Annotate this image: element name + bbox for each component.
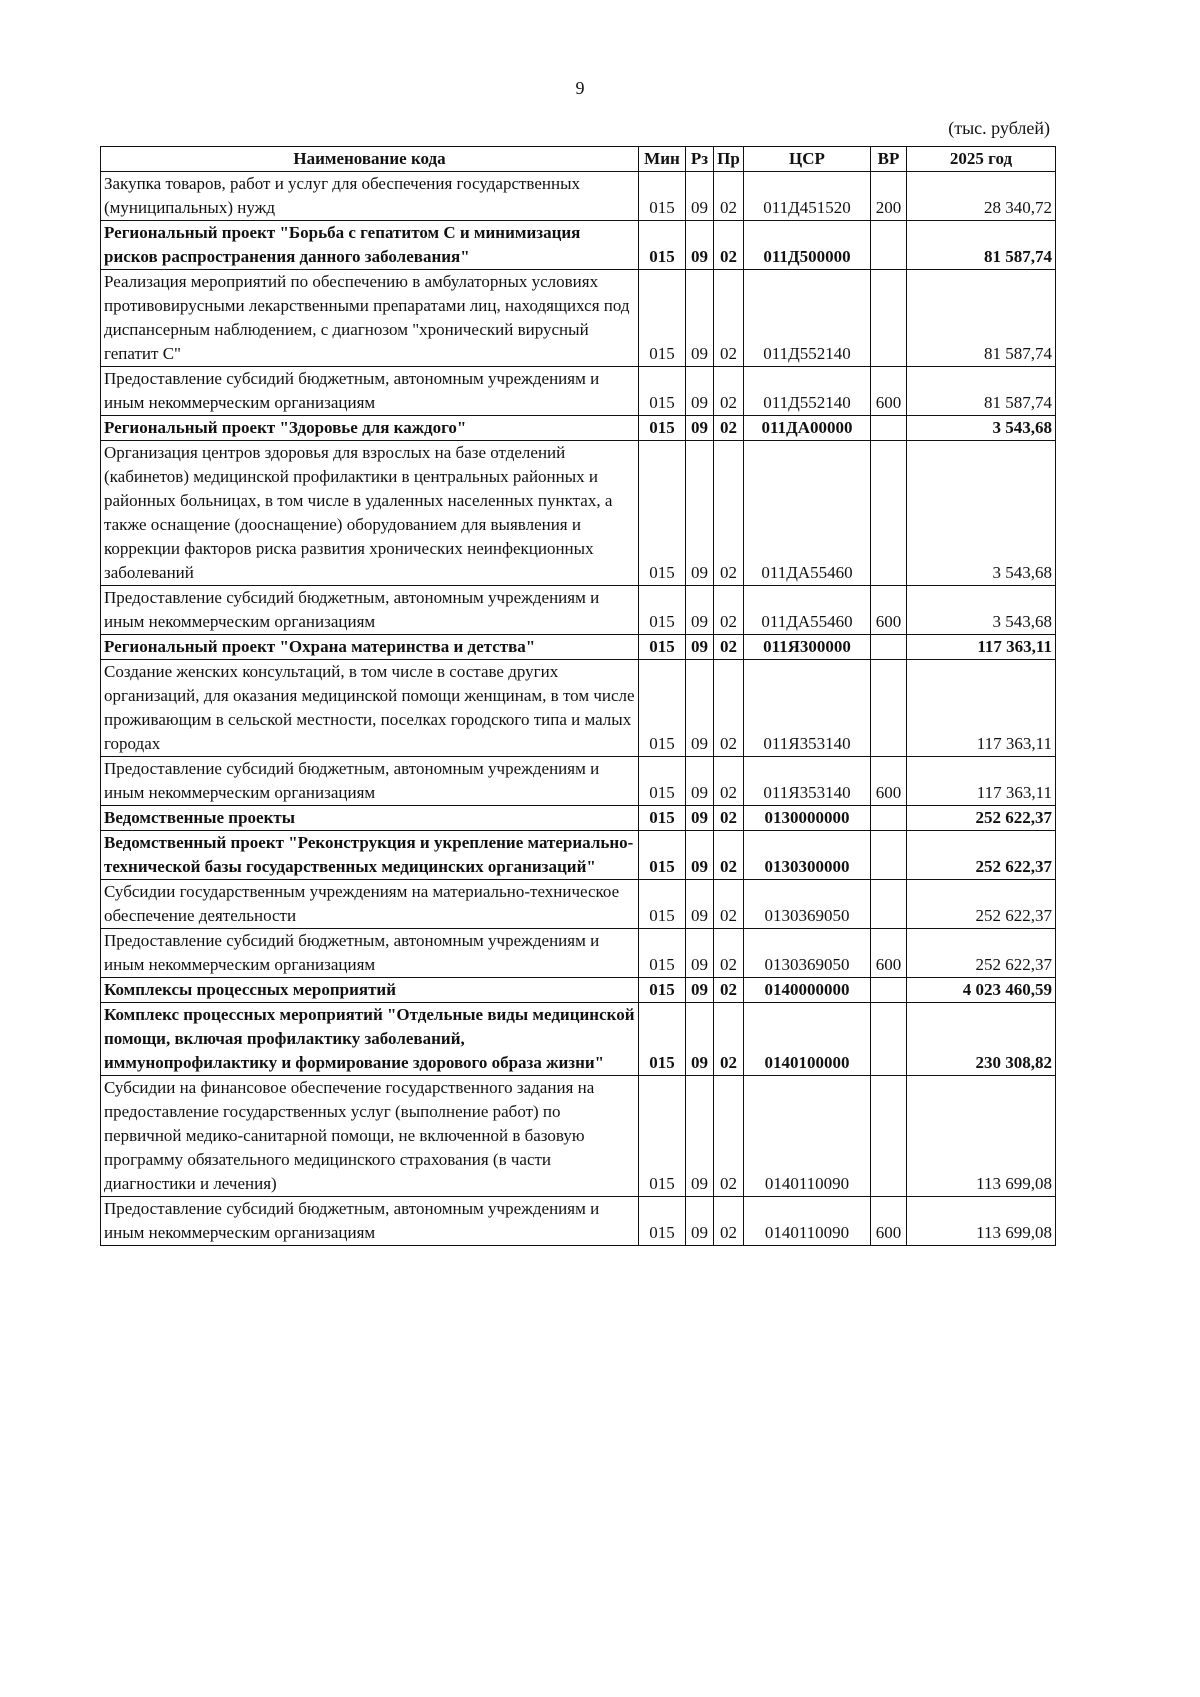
cell-pr: 02 bbox=[714, 1197, 744, 1246]
cell-csr: 0140000000 bbox=[744, 978, 871, 1003]
cell-rz: 09 bbox=[686, 367, 714, 416]
cell-rz: 09 bbox=[686, 1003, 714, 1076]
cell-amount: 113 699,08 bbox=[907, 1076, 1056, 1197]
cell-amount: 252 622,37 bbox=[907, 806, 1056, 831]
table-row bbox=[101, 586, 1056, 635]
cell-csr: 0130369050 bbox=[744, 880, 871, 929]
cell-vr: 600 bbox=[871, 367, 907, 416]
units-label: (тыс. рублей) bbox=[948, 118, 1050, 138]
cell-rz: 09 bbox=[686, 1076, 714, 1197]
cell-vr bbox=[871, 221, 907, 270]
cell-min: 015 bbox=[639, 806, 686, 831]
table-row bbox=[101, 172, 1056, 221]
cell-name: Ведомственный проект "Реконструкция и укрепление материально-технической базы государственных медицинских организаций" bbox=[101, 831, 639, 880]
header-rz: Рз bbox=[686, 147, 714, 172]
cell-min: 015 bbox=[639, 270, 686, 367]
cell-rz: 09 bbox=[686, 586, 714, 635]
cell-name: Комплекс процессных мероприятий "Отдельные виды медицинской помощи, включая профилактику заболеваний, иммунопрофилактику и формирование здорового образа жизни" bbox=[101, 1003, 639, 1076]
cell-min: 015 bbox=[639, 1003, 686, 1076]
cell-name: Комплексы процессных мероприятий bbox=[101, 978, 639, 1003]
cell-vr: 600 bbox=[871, 1197, 907, 1246]
header-year: 2025 год bbox=[907, 147, 1056, 172]
cell-min: 015 bbox=[639, 929, 686, 978]
table-row bbox=[101, 660, 1056, 757]
cell-name: Организация центров здоровья для взрослых на базе отделений (кабинетов) медицинской профилактики в центральных районных и районных больницах, в том числе в удаленных населенных пунктах, а также оснащение (дооснащение) оборудованием для выявления и коррекции факторов риска развития хронических неинфекционных заболеваний bbox=[101, 441, 639, 586]
cell-csr: 011ДА55460 bbox=[744, 586, 871, 635]
header-csr: ЦСР bbox=[744, 147, 871, 172]
table-row bbox=[101, 929, 1056, 978]
table-row bbox=[101, 1076, 1056, 1197]
cell-vr bbox=[871, 416, 907, 441]
table-row bbox=[101, 221, 1056, 270]
cell-name: Предоставление субсидий бюджетным, автономным учреждениям и иным некоммерческим организациям bbox=[101, 1197, 639, 1246]
cell-min: 015 bbox=[639, 367, 686, 416]
cell-min: 015 bbox=[639, 880, 686, 929]
cell-name: Предоставление субсидий бюджетным, автономным учреждениям и иным некоммерческим организациям bbox=[101, 757, 639, 806]
table-row bbox=[101, 831, 1056, 880]
cell-pr: 02 bbox=[714, 929, 744, 978]
cell-pr: 02 bbox=[714, 416, 744, 441]
cell-min: 015 bbox=[639, 416, 686, 441]
cell-amount: 252 622,37 bbox=[907, 880, 1056, 929]
cell-min: 015 bbox=[639, 1197, 686, 1246]
cell-min: 015 bbox=[639, 978, 686, 1003]
cell-pr: 02 bbox=[714, 221, 744, 270]
cell-pr: 02 bbox=[714, 586, 744, 635]
cell-pr: 02 bbox=[714, 270, 744, 367]
cell-vr bbox=[871, 635, 907, 660]
table-row bbox=[101, 978, 1056, 1003]
cell-name: Предоставление субсидий бюджетным, автономным учреждениям и иным некоммерческим организациям bbox=[101, 367, 639, 416]
cell-pr: 02 bbox=[714, 831, 744, 880]
cell-name: Региональный проект "Здоровье для каждого" bbox=[101, 416, 639, 441]
cell-amount: 230 308,82 bbox=[907, 1003, 1056, 1076]
cell-vr bbox=[871, 978, 907, 1003]
cell-vr: 600 bbox=[871, 929, 907, 978]
cell-pr: 02 bbox=[714, 172, 744, 221]
table-row bbox=[101, 880, 1056, 929]
cell-rz: 09 bbox=[686, 270, 714, 367]
table-header-row bbox=[101, 147, 1056, 172]
cell-pr: 02 bbox=[714, 806, 744, 831]
cell-name: Региональный проект "Борьба с гепатитом С и минимизация рисков распространения данного заболевания" bbox=[101, 221, 639, 270]
cell-csr: 0140100000 bbox=[744, 1003, 871, 1076]
cell-amount: 28 340,72 bbox=[907, 172, 1056, 221]
cell-amount: 81 587,74 bbox=[907, 221, 1056, 270]
cell-csr: 011Д552140 bbox=[744, 367, 871, 416]
cell-min: 015 bbox=[639, 635, 686, 660]
cell-name: Субсидии государственным учреждениям на материально-техническое обеспечение деятельности bbox=[101, 880, 639, 929]
cell-rz: 09 bbox=[686, 757, 714, 806]
cell-pr: 02 bbox=[714, 367, 744, 416]
cell-csr: 0140110090 bbox=[744, 1197, 871, 1246]
cell-csr: 0130369050 bbox=[744, 929, 871, 978]
cell-name: Предоставление субсидий бюджетным, автономным учреждениям и иным некоммерческим организациям bbox=[101, 586, 639, 635]
cell-vr: 600 bbox=[871, 586, 907, 635]
cell-vr bbox=[871, 831, 907, 880]
cell-rz: 09 bbox=[686, 221, 714, 270]
cell-pr: 02 bbox=[714, 1003, 744, 1076]
cell-amount: 117 363,11 bbox=[907, 635, 1056, 660]
cell-min: 015 bbox=[639, 1076, 686, 1197]
cell-name: Закупка товаров, работ и услуг для обеспечения государственных (муниципальных) нужд bbox=[101, 172, 639, 221]
cell-vr bbox=[871, 806, 907, 831]
cell-vr bbox=[871, 660, 907, 757]
cell-rz: 09 bbox=[686, 635, 714, 660]
cell-pr: 02 bbox=[714, 1076, 744, 1197]
cell-vr: 200 bbox=[871, 172, 907, 221]
cell-rz: 09 bbox=[686, 172, 714, 221]
cell-csr: 011Я353140 bbox=[744, 757, 871, 806]
cell-csr: 011Д552140 bbox=[744, 270, 871, 367]
cell-amount: 117 363,11 bbox=[907, 757, 1056, 806]
cell-vr bbox=[871, 441, 907, 586]
cell-vr bbox=[871, 1076, 907, 1197]
cell-csr: 011Д451520 bbox=[744, 172, 871, 221]
header-min: Мин bbox=[639, 147, 686, 172]
cell-min: 015 bbox=[639, 757, 686, 806]
header-name: Наименование кода bbox=[101, 147, 639, 172]
cell-csr: 011ДА55460 bbox=[744, 441, 871, 586]
cell-pr: 02 bbox=[714, 757, 744, 806]
table-row bbox=[101, 416, 1056, 441]
cell-min: 015 bbox=[639, 172, 686, 221]
cell-vr bbox=[871, 880, 907, 929]
cell-csr: 0130000000 bbox=[744, 806, 871, 831]
cell-min: 015 bbox=[639, 221, 686, 270]
cell-rz: 09 bbox=[686, 660, 714, 757]
cell-pr: 02 bbox=[714, 978, 744, 1003]
cell-rz: 09 bbox=[686, 978, 714, 1003]
cell-amount: 4 023 460,59 bbox=[907, 978, 1056, 1003]
cell-amount: 252 622,37 bbox=[907, 831, 1056, 880]
budget-table bbox=[100, 146, 1056, 1246]
cell-csr: 0130300000 bbox=[744, 831, 871, 880]
cell-amount: 81 587,74 bbox=[907, 270, 1056, 367]
cell-amount: 113 699,08 bbox=[907, 1197, 1056, 1246]
cell-min: 015 bbox=[639, 660, 686, 757]
cell-vr: 600 bbox=[871, 757, 907, 806]
cell-pr: 02 bbox=[714, 441, 744, 586]
cell-vr bbox=[871, 270, 907, 367]
cell-rz: 09 bbox=[686, 806, 714, 831]
table-row bbox=[101, 806, 1056, 831]
cell-amount: 3 543,68 bbox=[907, 586, 1056, 635]
cell-name: Региональный проект "Охрана материнства и детства" bbox=[101, 635, 639, 660]
cell-name: Создание женских консультаций, в том числе в составе других организаций, для оказания медицинской помощи женщинам, в том числе проживающим в сельской местности, поселках городского типа и малых городах bbox=[101, 660, 639, 757]
table-row bbox=[101, 1003, 1056, 1076]
cell-name: Ведомственные проекты bbox=[101, 806, 639, 831]
table-row bbox=[101, 270, 1056, 367]
cell-amount: 252 622,37 bbox=[907, 929, 1056, 978]
cell-name: Предоставление субсидий бюджетным, автономным учреждениям и иным некоммерческим организациям bbox=[101, 929, 639, 978]
cell-pr: 02 bbox=[714, 660, 744, 757]
cell-rz: 09 bbox=[686, 929, 714, 978]
cell-rz: 09 bbox=[686, 441, 714, 586]
table-row bbox=[101, 367, 1056, 416]
cell-pr: 02 bbox=[714, 635, 744, 660]
cell-pr: 02 bbox=[714, 880, 744, 929]
cell-min: 015 bbox=[639, 831, 686, 880]
cell-csr: 0140110090 bbox=[744, 1076, 871, 1197]
cell-amount: 3 543,68 bbox=[907, 416, 1056, 441]
cell-name: Субсидии на финансовое обеспечение государственного задания на предоставление государственных услуг (выполнение работ) по первичной медико-санитарной помощи, не включенной в базовую программу обязательного медицинского страхования (в части диагностики и лечения) bbox=[101, 1076, 639, 1197]
cell-amount: 81 587,74 bbox=[907, 367, 1056, 416]
header-vr: ВР bbox=[871, 147, 907, 172]
cell-amount: 3 543,68 bbox=[907, 441, 1056, 586]
page-number: 9 bbox=[575, 78, 585, 98]
header-pr: Пр bbox=[714, 147, 744, 172]
cell-amount: 117 363,11 bbox=[907, 660, 1056, 757]
cell-csr: 011ДА00000 bbox=[744, 416, 871, 441]
cell-min: 015 bbox=[639, 586, 686, 635]
cell-vr bbox=[871, 1003, 907, 1076]
cell-csr: 011Я353140 bbox=[744, 660, 871, 757]
table-row bbox=[101, 757, 1056, 806]
cell-min: 015 bbox=[639, 441, 686, 586]
table-row bbox=[101, 441, 1056, 586]
cell-rz: 09 bbox=[686, 416, 714, 441]
cell-csr: 011Я300000 bbox=[744, 635, 871, 660]
table-row bbox=[101, 1197, 1056, 1246]
cell-csr: 011Д500000 bbox=[744, 221, 871, 270]
cell-name: Реализация мероприятий по обеспечению в амбулаторных условиях противовирусными лекарственными препаратами лиц, находящихся под диспансерным наблюдением, с диагнозом "хронический вирусный гепатит С" bbox=[101, 270, 639, 367]
table-body bbox=[101, 172, 1056, 1246]
cell-rz: 09 bbox=[686, 831, 714, 880]
cell-rz: 09 bbox=[686, 1197, 714, 1246]
table-row bbox=[101, 635, 1056, 660]
cell-rz: 09 bbox=[686, 880, 714, 929]
